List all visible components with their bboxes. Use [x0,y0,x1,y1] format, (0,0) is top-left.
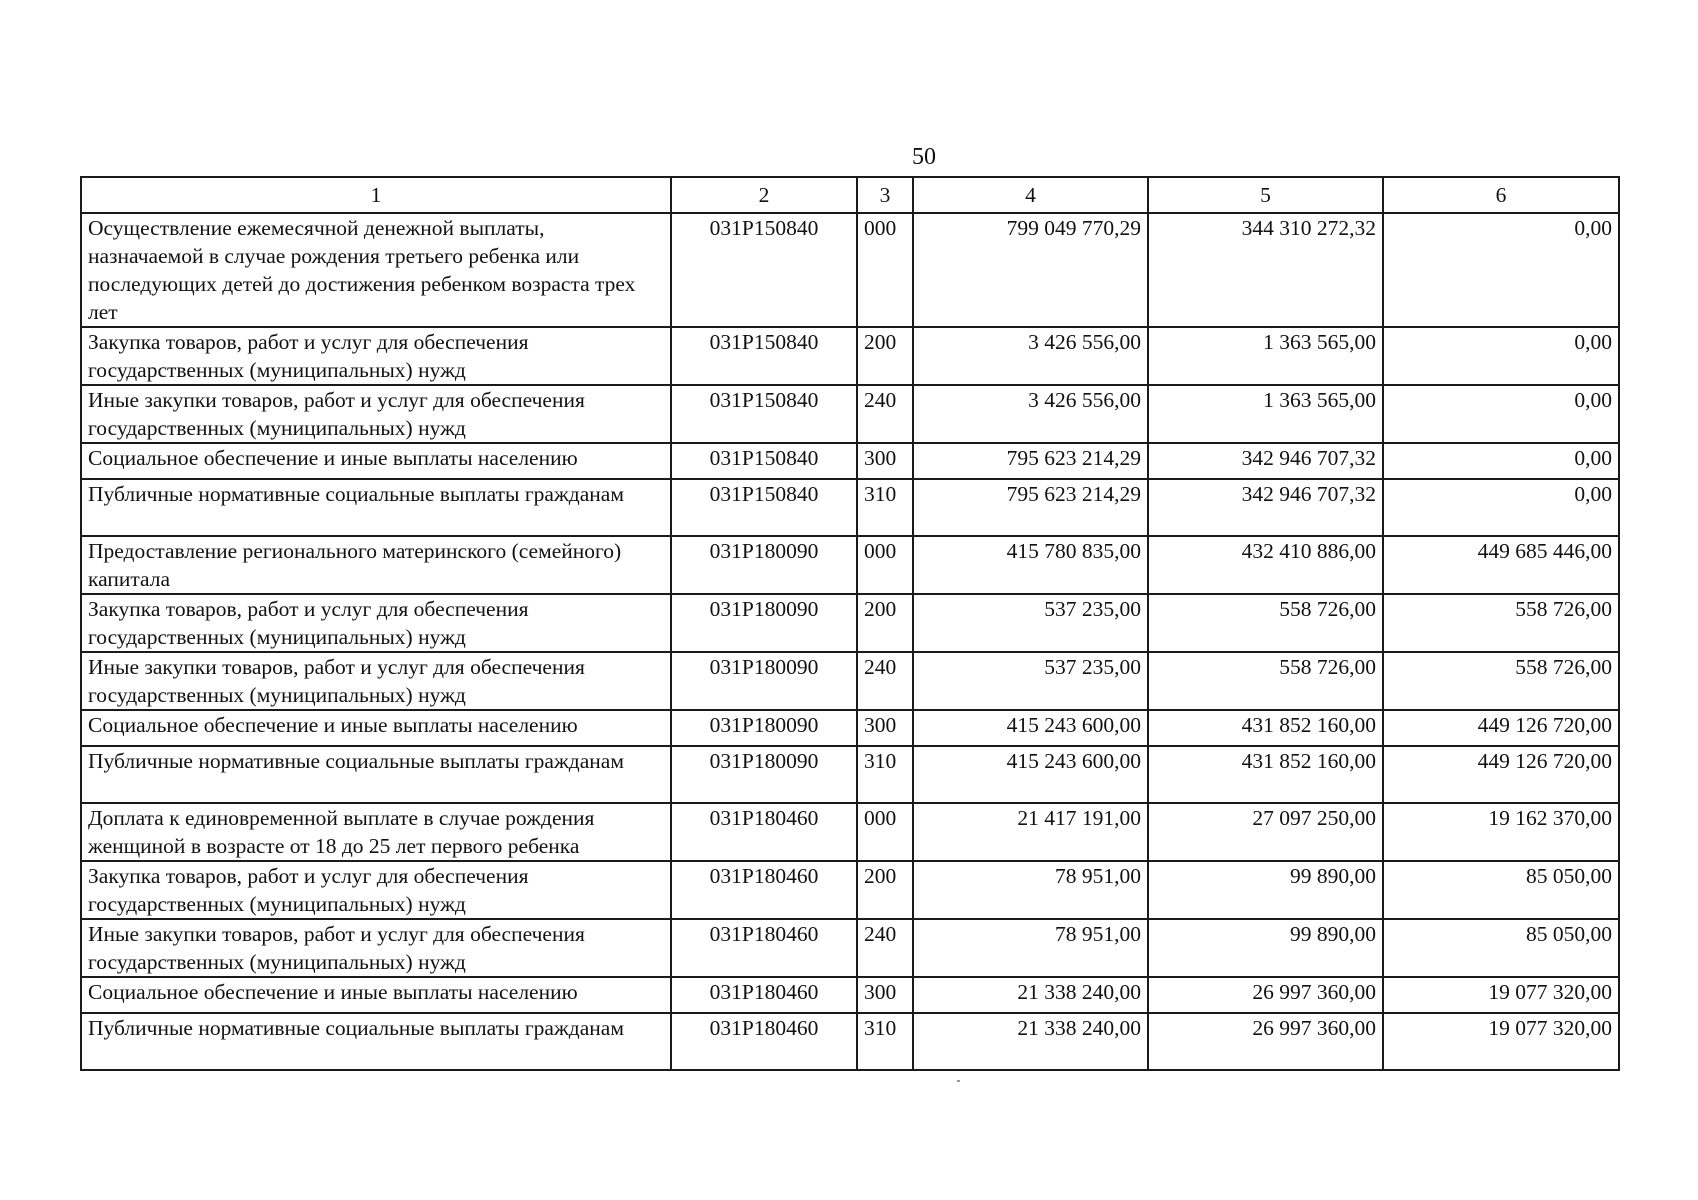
row-value-4: 795 623 214,29 [913,479,1148,536]
row-name: Публичные нормативные социальные выплаты гражданам [81,746,671,803]
row-name: Иные закупки товаров, работ и услуг для обеспечения государственных (муниципальных) нужд [81,652,671,710]
row-value-6: 0,00 [1383,327,1619,385]
column-header-3: 3 [857,177,913,213]
row-value-6: 558 726,00 [1383,594,1619,652]
row-value-6: 558 726,00 [1383,652,1619,710]
row-value-4: 21 417 191,00 [913,803,1148,861]
row-name: Социальное обеспечение и иные выплаты населению [81,443,671,479]
row-value-6: 19 077 320,00 [1383,1013,1619,1070]
row-code: 031Р150840 [671,385,857,443]
row-name: Предоставление регионального материнского (семейного) капитала [81,536,671,594]
row-value-5: 99 890,00 [1148,861,1383,919]
row-name: Публичные нормативные социальные выплаты гражданам [81,1013,671,1070]
row-type: 300 [857,710,913,746]
row-name: Социальное обеспечение и иные выплаты населению [81,710,671,746]
row-type: 300 [857,443,913,479]
row-code: 031Р180460 [671,803,857,861]
table-row [81,536,1619,594]
row-type: 240 [857,385,913,443]
row-type: 200 [857,327,913,385]
table-row [81,594,1619,652]
page-number-text: 50 [912,144,936,170]
row-code: 031Р180090 [671,652,857,710]
row-value-6: 0,00 [1383,385,1619,443]
row-value-5: 99 890,00 [1148,919,1383,977]
row-value-4: 415 243 600,00 [913,746,1148,803]
row-value-6: 0,00 [1383,213,1619,327]
row-type: 310 [857,479,913,536]
row-value-6: 85 050,00 [1383,861,1619,919]
row-type: 000 [857,803,913,861]
row-value-6: 449 126 720,00 [1383,710,1619,746]
row-value-5: 26 997 360,00 [1148,1013,1383,1070]
row-type: 200 [857,861,913,919]
table-row [81,803,1619,861]
row-type: 310 [857,1013,913,1070]
row-code: 031Р180090 [671,536,857,594]
column-header-6: 6 [1383,177,1619,213]
table-row [81,710,1619,746]
row-type: 240 [857,652,913,710]
row-type: 240 [857,919,913,977]
row-value-6: 19 162 370,00 [1383,803,1619,861]
row-value-4: 3 426 556,00 [913,385,1148,443]
table-header-row [81,177,1619,213]
table-row [81,977,1619,1013]
table-row [81,746,1619,803]
row-name: Осуществление ежемесячной денежной выплаты, назначаемой в случае рождения третьего ребенка или последующих детей до достижения ребенком возраста трех лет [81,213,671,327]
row-value-4: 415 243 600,00 [913,710,1148,746]
row-code: 031Р180460 [671,1013,857,1070]
row-value-5: 344 310 272,32 [1148,213,1383,327]
table-row [81,385,1619,443]
table-row [81,1013,1619,1070]
row-value-5: 431 852 160,00 [1148,710,1383,746]
row-value-6: 0,00 [1383,479,1619,536]
row-value-5: 342 946 707,32 [1148,479,1383,536]
row-value-5: 558 726,00 [1148,652,1383,710]
row-value-5: 26 997 360,00 [1148,977,1383,1013]
row-value-6: 0,00 [1383,443,1619,479]
row-name: Иные закупки товаров, работ и услуг для обеспечения государственных (муниципальных) нужд [81,385,671,443]
row-type: 310 [857,746,913,803]
row-value-4: 78 951,00 [913,919,1148,977]
row-name: Закупка товаров, работ и услуг для обеспечения государственных (муниципальных) нужд [81,861,671,919]
row-code: 031Р180090 [671,710,857,746]
table-row [81,213,1619,327]
row-value-4: 78 951,00 [913,861,1148,919]
budget-table [80,176,1620,1071]
page-number [0,142,1698,172]
row-type: 300 [857,977,913,1013]
row-value-6: 19 077 320,00 [1383,977,1619,1013]
column-header-1: 1 [81,177,671,213]
row-name: Доплата к единовременной выплате в случае рождения женщиной в возрасте от 18 до 25 лет первого ребенка [81,803,671,861]
row-type: 000 [857,536,913,594]
row-code: 031Р150840 [671,443,857,479]
table-row [81,479,1619,536]
row-code: 031Р180460 [671,919,857,977]
row-value-4: 537 235,00 [913,652,1148,710]
row-code: 031Р180090 [671,594,857,652]
table-row [81,327,1619,385]
row-type: 000 [857,213,913,327]
row-value-4: 21 338 240,00 [913,1013,1148,1070]
column-header-2: 2 [671,177,857,213]
row-value-5: 432 410 886,00 [1148,536,1383,594]
row-value-5: 558 726,00 [1148,594,1383,652]
row-code: 031Р180090 [671,746,857,803]
table-row [81,652,1619,710]
row-value-4: 795 623 214,29 [913,443,1148,479]
row-code: 031Р180460 [671,977,857,1013]
row-value-5: 1 363 565,00 [1148,385,1383,443]
column-header-4: 4 [913,177,1148,213]
row-value-5: 27 097 250,00 [1148,803,1383,861]
row-value-5: 431 852 160,00 [1148,746,1383,803]
row-code: 031Р150840 [671,213,857,327]
row-value-6: 449 126 720,00 [1383,746,1619,803]
row-code: 031Р150840 [671,479,857,536]
row-value-4: 799 049 770,29 [913,213,1148,327]
table-row [81,919,1619,977]
row-value-5: 1 363 565,00 [1148,327,1383,385]
scan-speck [957,1080,960,1082]
row-name: Публичные нормативные социальные выплаты гражданам [81,479,671,536]
table-row [81,443,1619,479]
row-value-6: 85 050,00 [1383,919,1619,977]
row-code: 031Р150840 [671,327,857,385]
row-value-4: 537 235,00 [913,594,1148,652]
table-row [81,861,1619,919]
row-name: Закупка товаров, работ и услуг для обеспечения государственных (муниципальных) нужд [81,327,671,385]
row-type: 200 [857,594,913,652]
row-value-4: 3 426 556,00 [913,327,1148,385]
row-name: Социальное обеспечение и иные выплаты населению [81,977,671,1013]
row-value-4: 415 780 835,00 [913,536,1148,594]
row-value-5: 342 946 707,32 [1148,443,1383,479]
row-value-4: 21 338 240,00 [913,977,1148,1013]
row-name: Иные закупки товаров, работ и услуг для обеспечения государственных (муниципальных) нужд [81,919,671,977]
row-value-6: 449 685 446,00 [1383,536,1619,594]
row-code: 031Р180460 [671,861,857,919]
row-name: Закупка товаров, работ и услуг для обеспечения государственных (муниципальных) нужд [81,594,671,652]
column-header-5: 5 [1148,177,1383,213]
